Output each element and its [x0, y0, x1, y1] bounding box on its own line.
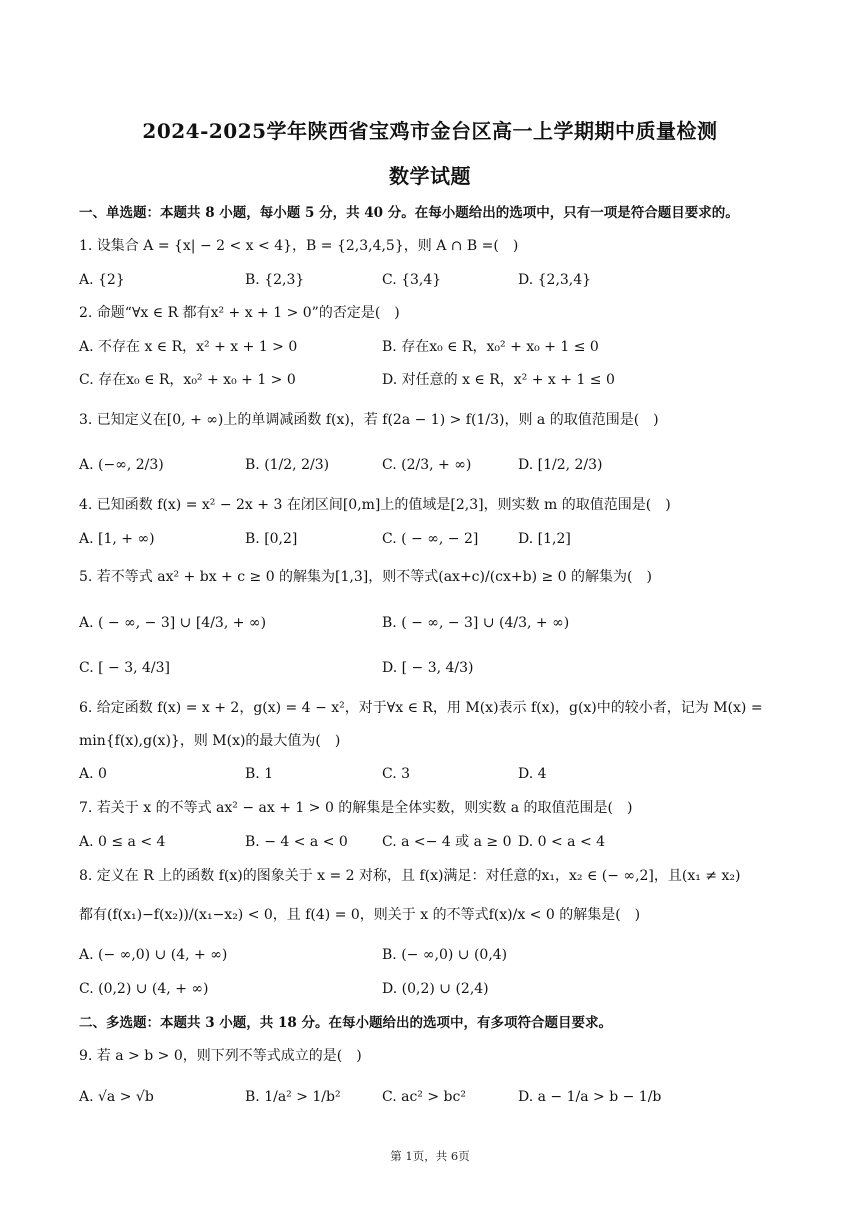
- section-heading-single-choice: 一、单选题：本题共 8 小题，每小题 5 分，共 40 分。在每小题给出的选项中，只有一项是符合题目要求的。: [79, 205, 739, 221]
- question-1-option-a: A. {2}: [79, 272, 125, 288]
- question-7-option-d: D. 0 < a < 4: [518, 834, 606, 850]
- question-8-option-a: A. (− ∞,0) ∪ (4, + ∞): [79, 947, 228, 963]
- question-5-option-a: A. ( − ∞, − 3] ∪ [4/3, + ∞): [79, 615, 267, 631]
- question-3-option-d: D. [1/2, 2/3): [518, 457, 603, 473]
- question-4-option-c: C. ( − ∞, − 2]: [382, 531, 479, 547]
- question-8-stem-line-1: 8. 定义在 R 上的函数 f(x)的图象关于 x = 2 对称，且 f(x)满足：对任意的x₁，x₂ ∈ (− ∞,2]，且(x₁ ≠ x₂): [79, 868, 741, 884]
- question-9-option-b: B. 1/a² > 1/b²: [245, 1089, 341, 1105]
- question-7-stem: 7. 若关于 x 的不等式 ax² − ax + 1 > 0 的解集是全体实数，则实数 a 的取值范围是( ): [79, 800, 633, 816]
- question-8-option-b: B. (− ∞,0) ∪ (0,4): [382, 947, 508, 963]
- question-7-option-c: C. a <− 4 或 a ≥ 0: [382, 834, 512, 850]
- question-1-option-c: C. {3,4}: [382, 272, 442, 288]
- question-3-option-a: A. (−∞, 2/3): [79, 457, 164, 473]
- question-4-option-b: B. [0,2]: [245, 531, 298, 547]
- question-2-option-b: B. 存在x₀ ∈ R，x₀² + x₀ + 1 ≤ 0: [382, 339, 599, 355]
- question-6-option-d: D. 4: [518, 766, 547, 782]
- question-9-option-c: C. ac² > bc²: [382, 1089, 466, 1105]
- page-footer: 第 1页，共 6页: [390, 1149, 470, 1163]
- question-4-option-d: D. [1,2]: [518, 531, 571, 547]
- question-6-stem-line-1: 6. 给定函数 f(x) = x + 2，g(x) = 4 − x²，对于∀x ∈ R，用 M(x)表示 f(x)，g(x)中的较小者，记为 M(x) =: [79, 700, 763, 716]
- question-3-stem: 3. 已知定义在[0, + ∞)上的单调减函数 f(x)，若 f(2a − 1) > f(1/3)，则 a 的取值范围是( ): [79, 412, 659, 428]
- question-5-option-b: B. ( − ∞, − 3] ∪ (4/3, + ∞): [382, 615, 570, 631]
- question-6-option-a: A. 0: [79, 766, 107, 782]
- question-9-option-a: A. √a > √b: [79, 1089, 154, 1105]
- question-8-stem-line-2: 都有(f(x₁)−f(x₂))/(x₁−x₂) < 0，且 f(4) = 0，则关于 x 的不等式f(x)/x < 0 的解集是( ): [79, 907, 641, 923]
- question-2-stem: 2. 命题“∀x ∈ R 都有x² + x + 1 > 0”的否定是( ): [79, 305, 400, 321]
- question-1-stem: 1. 设集合 A = {x| − 2 < x < 4}，B = {2,3,4,5}，则 A ∩ B =( ): [79, 238, 519, 254]
- question-2-option-d: D. 对任意的 x ∈ R，x² + x + 1 ≤ 0: [382, 372, 615, 388]
- question-8-option-c: C. (0,2) ∪ (4, + ∞): [79, 981, 209, 997]
- question-6-stem-line-2: min{f(x),g(x)}，则 M(x)的最大值为( ): [79, 733, 341, 749]
- question-7-option-b: B. − 4 < a < 0: [245, 834, 348, 850]
- question-4-option-a: A. [1, + ∞): [79, 531, 155, 547]
- section-heading-multiple-choice: 二、多选题：本题共 3 小题，共 18 分。在每小题给出的选项中，有多项符合题目要求。: [79, 1015, 612, 1031]
- question-8-option-d: D. (0,2) ∪ (2,4): [382, 981, 489, 997]
- question-3-option-b: B. (1/2, 2/3): [245, 457, 330, 473]
- question-5-stem: 5. 若不等式 ax² + bx + c ≥ 0 的解集为[1,3]，则不等式(ax+c)/(cx+b) ≥ 0 的解集为( ): [79, 569, 652, 585]
- question-1-option-d: D. {2,3,4}: [518, 272, 592, 288]
- question-7-option-a: A. 0 ≤ a < 4: [79, 834, 166, 850]
- exam-subtitle: 数学试题: [389, 164, 471, 188]
- question-2-option-c: C. 存在x₀ ∈ R，x₀² + x₀ + 1 > 0: [79, 372, 296, 388]
- question-5-option-c: C. [ − 3, 4/3]: [79, 660, 171, 676]
- question-9-stem: 9. 若 a > b > 0，则下列不等式成立的是( ): [79, 1048, 362, 1064]
- question-9-option-d: D. a − 1/a > b − 1/b: [518, 1089, 662, 1105]
- question-5-option-d: D. [ − 3, 4/3): [382, 660, 474, 676]
- question-4-stem: 4. 已知函数 f(x) = x² − 2x + 3 在闭区间[0,m]上的值域是[2,3]，则实数 m 的取值范围是( ): [79, 497, 671, 513]
- question-2-option-a: A. 不存在 x ∈ R，x² + x + 1 > 0: [79, 339, 298, 355]
- question-6-option-c: C. 3: [382, 766, 411, 782]
- question-6-option-b: B. 1: [245, 766, 274, 782]
- exam-title: 2024-2025学年陕西省宝鸡市金台区高一上学期期中质量检测: [142, 119, 718, 143]
- question-3-option-c: C. (2/3, + ∞): [382, 457, 472, 473]
- question-1-option-b: B. {2,3}: [245, 272, 305, 288]
